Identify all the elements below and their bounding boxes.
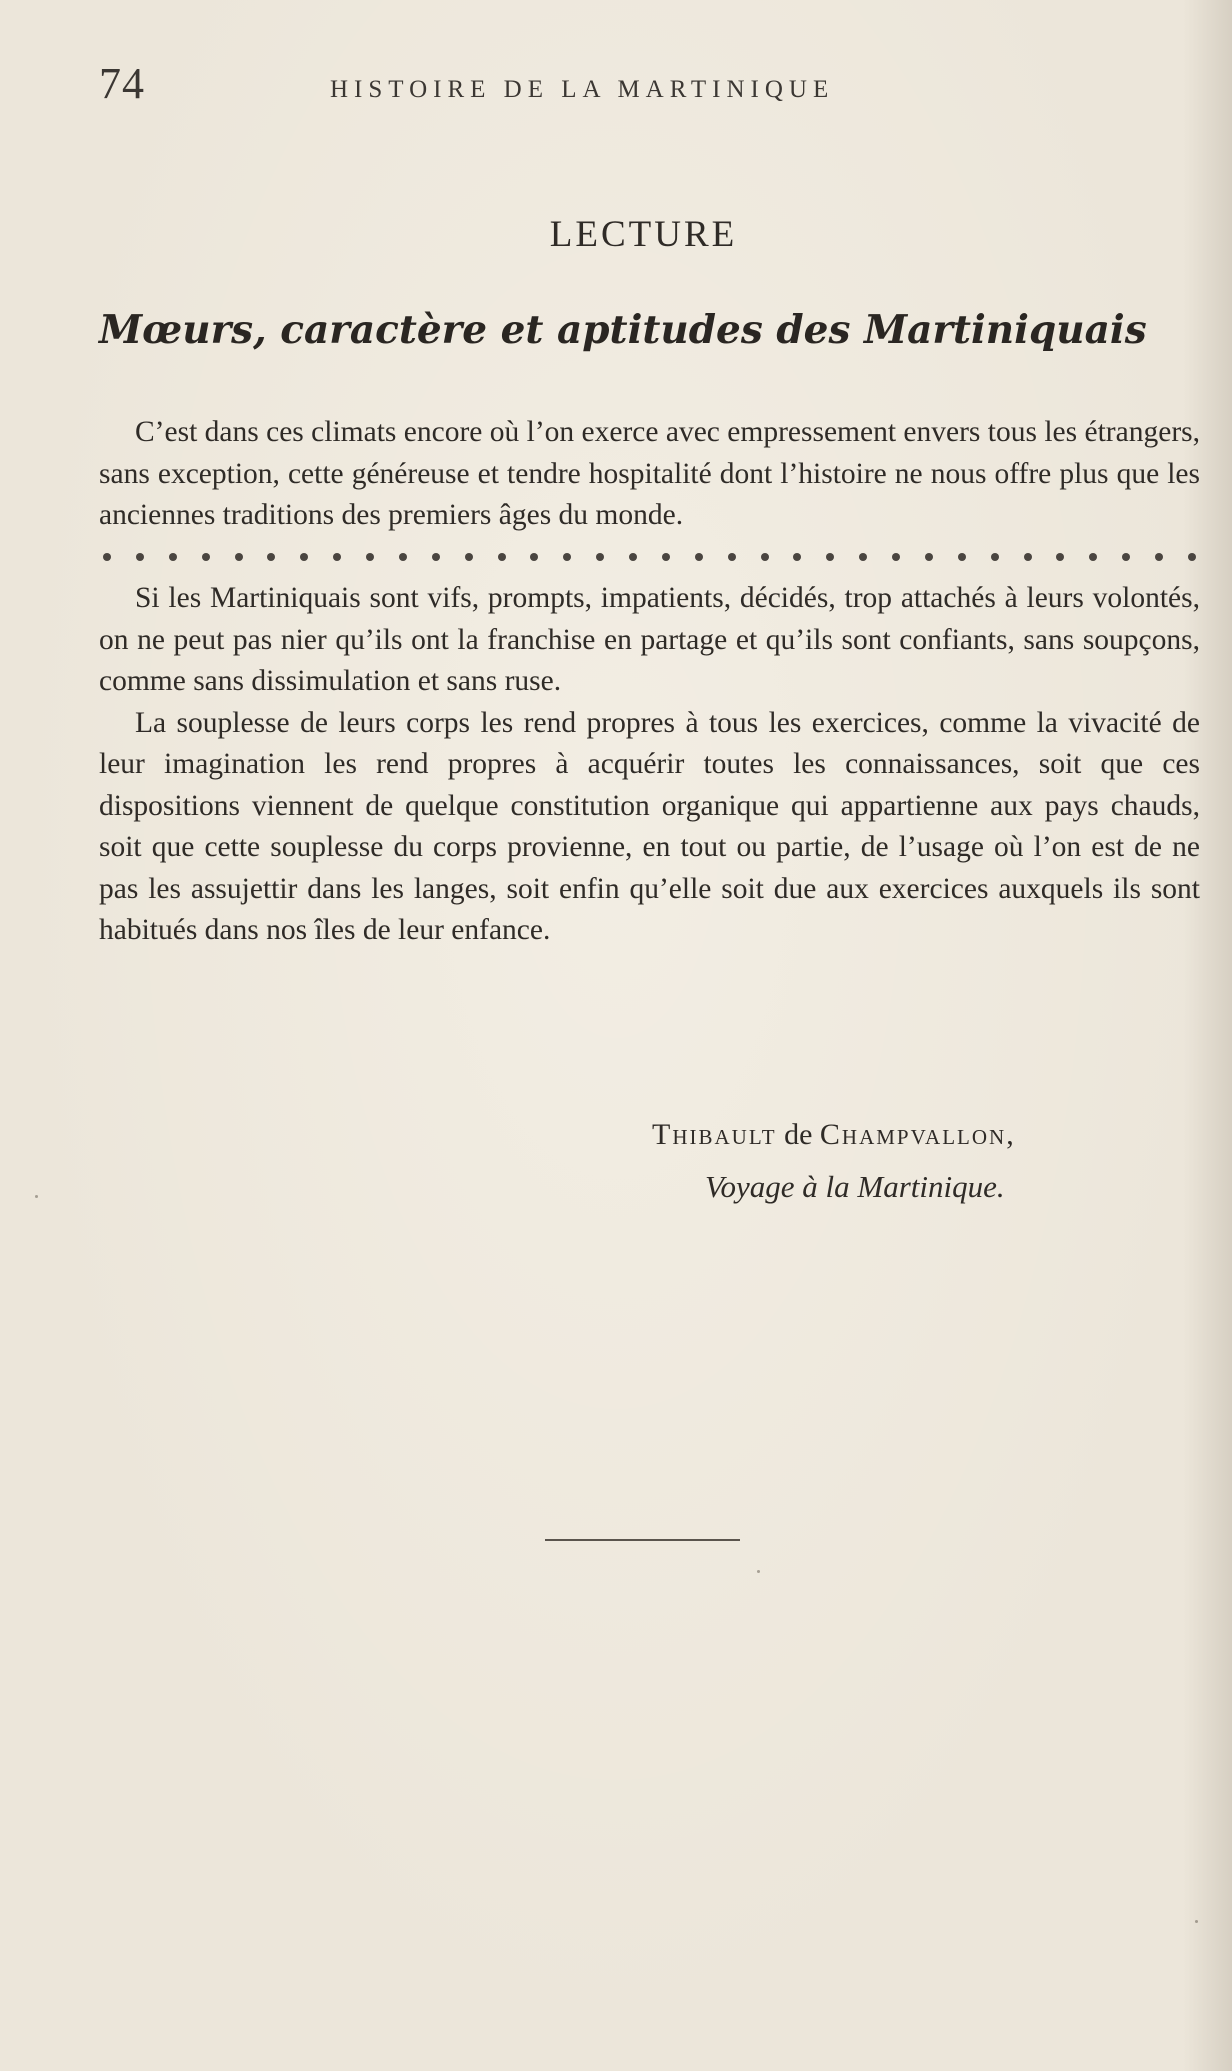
author-signature [652,1118,1016,1152]
chapter-title: Mœurs, caractère et aptitudes des Martiniquais [99,307,1147,353]
paragraph-1: C’est dans ces climats encore où l’on exerce avec empressement envers tous les étrangers, sans exception, cette généreuse et tendre hospitalité dont l’histoire ne nous offre plus que les anciennes traditions des premiers âges du monde. [99,416,1200,531]
paper-speck [35,1195,38,1198]
author-particle: de [784,1118,813,1151]
author-last-name: Champvallon, [819,1118,1016,1151]
page-number: 74 [99,59,145,108]
paper-speck [1195,1920,1198,1923]
paragraph-2: Si les Martiniquais sont vifs, prompts, impatients, décidés, trop attachés à leurs volontés, on ne peut pas nier qu’ils ont la franchise en partage et qu’ils sont confiants, sans soupçons, comme sans dissimulation et sans ruse. [99,582,1200,697]
section-label: LECTURE [549,214,738,255]
source-title: Voyage à la Martinique. [705,1169,1005,1204]
author-first-name: Thibault [652,1118,777,1151]
paper-speck [757,1570,760,1573]
end-rule-divider [545,1539,740,1541]
ellipsis-separator [99,537,1200,579]
body-text [99,412,1200,952]
running-head: HISTOIRE DE LA MARTINIQUE [330,76,835,103]
paragraph-3: La souplesse de leurs corps les rend propres à tous les exercices, comme la vivacité de leur imagination les rend propres à acquérir toutes les connaissances, soit que ces dispositions viennent de quelque constitution organique qui appartienne aux pays chauds, soit que cette souplesse du corps provienne, en tout ou partie, de l’usage où l’on est de ne pas les assujettir dans les langes, soit enfin qu’elle soit due aux exercices auxquels ils sont habitués dans nos îles de leur enfance. [99,706,1200,946]
